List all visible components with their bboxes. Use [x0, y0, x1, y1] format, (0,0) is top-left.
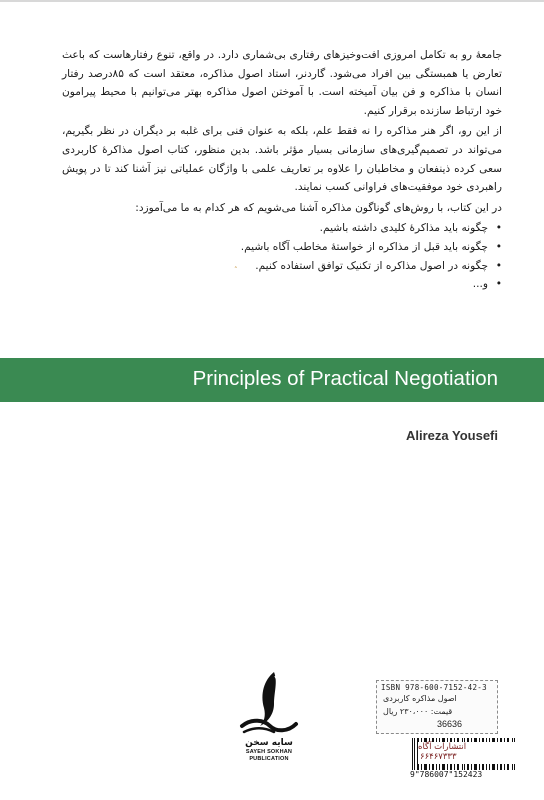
publisher-name-en: SAYEH SOKHAN [245, 749, 293, 755]
bullet-item: • چگونه باید قبل از مذاکره از خواستهٔ مخاطب آگاه باشیم. [62, 238, 502, 257]
price-sticker [376, 680, 498, 734]
distributor-phone: ۶۶۴۶۷۳۳۳ [420, 752, 457, 762]
author-name: Alireza Yousefi [406, 428, 498, 443]
isbn-text: ISBN 978-600-7152-42-3 [381, 683, 487, 692]
blurb-bullet-list [62, 219, 502, 293]
distributor-name: انتشارات آگاه [418, 742, 467, 752]
top-edge [0, 0, 544, 2]
printing-mark: ˄ [234, 266, 238, 274]
distributor-stamp [418, 742, 518, 764]
sticker-code: 36636 [437, 719, 463, 729]
feather-pen-icon [234, 668, 304, 738]
bullet-item: • و... [62, 275, 502, 294]
publisher-logo [226, 668, 312, 783]
barcode-digits: 9"786007"152423 [410, 770, 522, 779]
blurb-paragraph: در این کتاب، با روش‌های گوناگون مذاکره آشنا می‌شویم که هر کدام به ما می‌آموزد: [135, 201, 502, 214]
blurb-paragraph: جامعهٔ رو به تکامل امروزی افت‌وخیزهای رفتاری بی‌شماری دارد. در واقع، تنوع رفتارهاست که باعث تعارض یا همبستگی بین افراد می‌شود. گاردنر، استاد اصول مذاکره، معتقد است که ۸۵درصد رفتار انسان با مذاکره و فن بیان آمیخته است. با آموختن اصول مذاکره بهتر می‌توانیم با محیط پیرامون خود ارتباط سازنده برقرار کنیم. [62, 49, 502, 117]
sticker-book-title: اصول مذاکره کاربردی [383, 694, 457, 703]
book-title: Principles of Practical Negotiation [192, 367, 498, 390]
bullet-item: • چگونه در اصول مذاکره از تکنیک توافق استفاده کنیم. [62, 257, 502, 276]
bullet-item: • چگونه باید مذاکرهٔ کلیدی داشته باشیم. [62, 219, 502, 238]
blurb-paragraph: از این رو، اگر هنر مذاکره را نه فقط علم، بلکه به عنوان فنی برای غلبه بر دیگران در نظر بگیریم، می‌تواند در تصمیم‌گیری‌های سازمانی بسیار مؤثر باشد. بدین منظور، کتاب اصول مذاکرهٔ کاربردی سعی کرده ذینفعان و مخاطبان را علاوه بر تعاریف علمی با واژگان عملیاتی نیز آشنا کند تا در پویش راهبردی خود موفقیت‌های فراوانی کسب نمایند. [62, 125, 502, 194]
blurb-text [62, 46, 502, 294]
sticker-price: قیمت: ۲۳۰،۰۰۰ ریال [383, 707, 453, 716]
publisher-subtitle-en: PUBLICATION [249, 756, 289, 762]
title-band [0, 358, 544, 402]
publisher-name-fa: سایه سخن [245, 738, 293, 748]
